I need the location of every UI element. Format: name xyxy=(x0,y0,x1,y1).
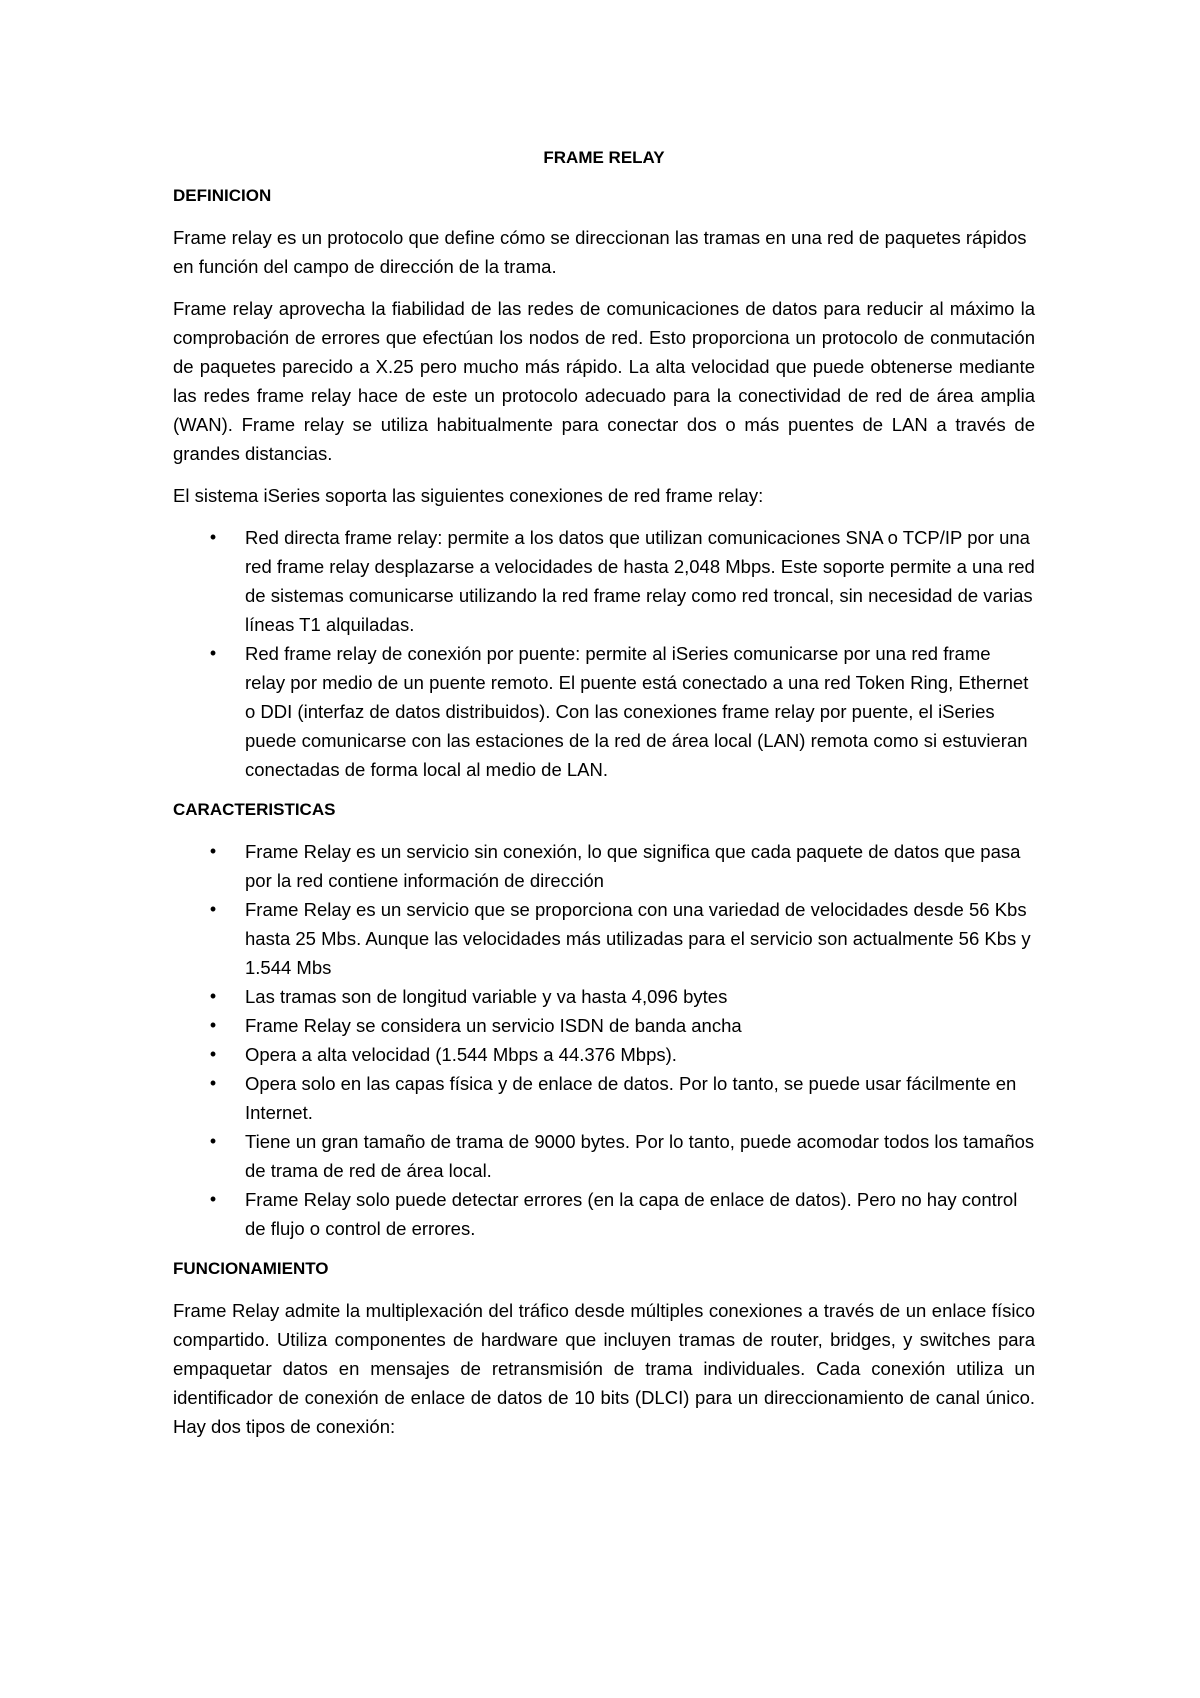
list-item-text: Red frame relay de conexión por puente: permite al iSeries comunicarse por una red frame relay por medio de un puente remoto. El puente está conectado a una red Token Ring, Ethernet o DDI (interfaz de datos distribuidos). Con las conexiones frame relay por puente, el iSeries puede comunicarse con las estaciones de la red de área local (LAN) remota como si estuvieran conectadas de forma local al medio de LAN. xyxy=(245,643,1029,780)
list-item-text: Frame Relay es un servicio que se proporciona con una variedad de velocidades desde 56 Kbs hasta 25 Mbs. Aunque las velocidades más utilizadas para el servicio son actualmente 56 Kbs y 1.544 Mbs xyxy=(245,899,1031,978)
paragraph: El sistema iSeries soporta las siguientes conexiones de red frame relay: xyxy=(173,485,764,506)
list-item xyxy=(173,1069,1035,1127)
list-item-text: Frame Relay se considera un servicio ISDN de banda ancha xyxy=(245,1015,742,1036)
list-item xyxy=(173,982,1035,1011)
section-heading-definicion: DEFINICION xyxy=(173,186,272,205)
list-item-text: Las tramas son de longitud variable y va hasta 4,096 bytes xyxy=(245,986,728,1007)
list-item xyxy=(173,895,1035,982)
list-item xyxy=(173,1185,1035,1243)
bullet-list-caracteristicas xyxy=(173,837,1035,1243)
bullet-icon: • xyxy=(209,1189,217,1209)
list-item-text: Opera a alta velocidad (1.544 Mbps a 44.376 Mbps). xyxy=(245,1044,677,1065)
bullet-icon: • xyxy=(209,643,217,663)
list-item-text: Frame Relay solo puede detectar errores (en la capa de enlace de datos). Pero no hay control de flujo o control de errores. xyxy=(245,1189,1018,1239)
list-item xyxy=(173,837,1035,895)
bullet-icon: • xyxy=(209,986,217,1006)
bullet-icon: • xyxy=(209,1131,217,1151)
paragraph: Frame relay es un protocolo que define cómo se direccionan las tramas en una red de paquetes rápidos en función del campo de dirección de la trama. xyxy=(173,227,1027,277)
bullet-icon: • xyxy=(209,527,217,547)
bullet-icon: • xyxy=(209,1015,217,1035)
bullet-icon: • xyxy=(209,841,217,861)
list-item xyxy=(173,639,1035,784)
bullet-icon: • xyxy=(209,899,217,919)
list-item-text: Opera solo en las capas física y de enlace de datos. Por lo tanto, se puede usar fácilmente en Internet. xyxy=(245,1073,1017,1123)
bullet-icon: • xyxy=(209,1073,217,1093)
list-item xyxy=(173,523,1035,639)
section-heading-funcionamiento: FUNCIONAMIENTO xyxy=(173,1259,329,1278)
list-item xyxy=(173,1040,1035,1069)
paragraph: Frame Relay admite la multiplexación del tráfico desde múltiples conexiones a través de un enlace físico compartido. Utiliza componentes de hardware que incluyen tramas de router, bridges, y switches para empaquetar datos en mensajes de retransmisión de trama individuales. Cada conexión utiliza un identificador de conexión de enlace de datos de 10 bits (DLCI) para un direccionamiento de canal único. Hay dos tipos de conexión: xyxy=(173,1300,1035,1437)
list-item-text: Red directa frame relay: permite a los datos que utilizan comunicaciones SNA o TCP/IP por una red frame relay desplazarse a velocidades de hasta 2,048 Mbps. Este soporte permite a una red de sistemas comunicarse utilizando la red frame relay como red troncal, sin necesidad de varias líneas T1 alquiladas. xyxy=(245,527,1035,635)
bullet-list-definicion xyxy=(173,523,1035,784)
list-item xyxy=(173,1011,1035,1040)
paragraph: Frame relay aprovecha la fiabilidad de las redes de comunicaciones de datos para reducir al máximo la comprobación de errores que efectúan los nodos de red. Esto proporciona un protocolo de conmutación de paquetes parecido a X.25 pero mucho más rápido. La alta velocidad que puede obtenerse mediante las redes frame relay hace de este un protocolo adecuado para la conectividad de red de área amplia (WAN). Frame relay se utiliza habitualmente para conectar dos o más puentes de LAN a través de grandes distancias. xyxy=(173,298,1035,464)
list-item-text: Frame Relay es un servicio sin conexión, lo que significa que cada paquete de datos que pasa por la red contiene información de dirección xyxy=(245,841,1021,891)
document-body xyxy=(173,143,1035,1454)
list-item-text: Tiene un gran tamaño de trama de 9000 bytes. Por lo tanto, puede acomodar todos los tamaños de trama de red de área local. xyxy=(245,1131,1035,1181)
list-item xyxy=(173,1127,1035,1185)
document-title: FRAME RELAY xyxy=(543,148,665,167)
section-heading-caracteristicas: CARACTERISTICAS xyxy=(173,800,336,819)
bullet-icon: • xyxy=(209,1044,217,1064)
